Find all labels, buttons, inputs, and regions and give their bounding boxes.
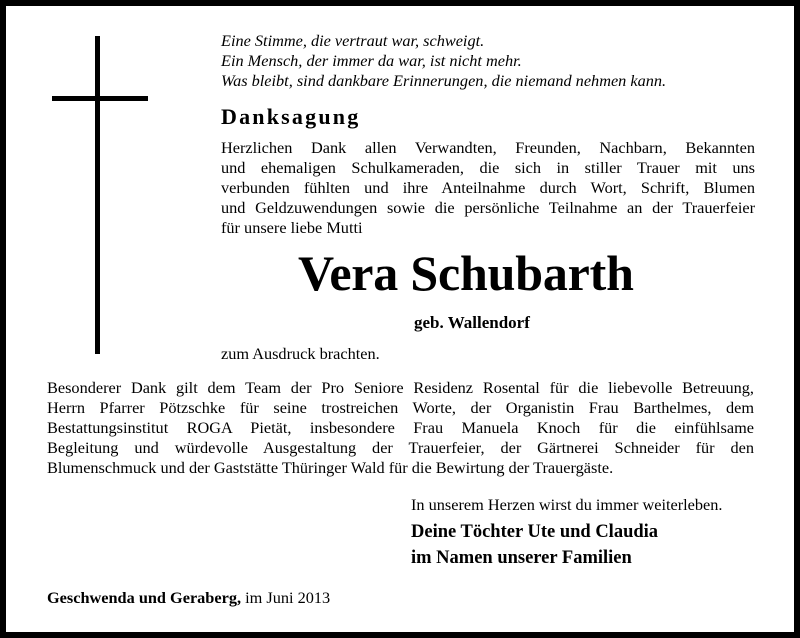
thanks-line: und Geldzuwendungen sowie die persönliche Teilnahme an der Trauerfeier [221,198,755,217]
thanks-line: für unsere liebe Mutti [221,218,363,237]
place-date [47,588,330,608]
heading-danksagung: Danksagung [221,104,361,129]
special-thanks-line: Bestattungsinstitut ROGA Pietät, insbesondere Frau Manuela Knoch für die einfühlsame [47,418,754,437]
signature-line: im Namen unserer Familien [411,548,632,568]
memorial-poem [221,31,761,91]
special-thanks-line: Herrn Pfarrer Pötzschke für seine trostreichen Worte, der Organistin Frau Barthelmes, dem [47,398,754,417]
special-thanks-line: Blumenschmuck und der Gaststätte Thüringer Wald für die Bewirtung der Trauergäste. [47,458,614,477]
special-thanks-paragraph [47,378,754,478]
poem-line: Eine Stimme, die vertraut war, schweigt. [221,31,485,50]
cross-icon-horizontal [52,96,148,101]
cross-icon-vertical [95,36,100,354]
deceased-name: Vera Schubarth [298,245,634,301]
place: Geschwenda und Geraberg, [47,588,242,607]
date: im Juni 2013 [241,588,331,607]
signature [411,519,658,571]
thanks-line: verbunden fühlten und ihre Anteilnahme durch Wort, Schrift, Blumen [221,178,755,197]
special-thanks-line: Begleitung und würdevolle Ausgestaltung der Trauerfeier, der Gärtnerei Schneider für den [47,438,754,457]
poem-line: Was bleibt, sind dankbare Erinnerungen, die niemand nehmen kann. [221,71,667,90]
signature-line: Deine Töchter Ute und Claudia [411,522,659,542]
expression-line: zum Ausdruck brachten. [221,344,380,363]
thanks-line: Herzlichen Dank allen Verwandten, Freunden, Nachbarn, Bekannten [221,138,755,157]
special-thanks-line: Besonderer Dank gilt dem Team der Pro Seniore Residenz Rosental für die liebevolle Betreuung, [47,378,754,397]
motto: In unserem Herzen wirst du immer weiterleben. [411,495,723,514]
birth-name: geb. Wallendorf [414,313,530,332]
thanks-paragraph [221,138,755,238]
poem-line: Ein Mensch, der immer da war, ist nicht mehr. [221,51,522,70]
thanks-line: und ehemaligen Schulkameraden, die sich in stiller Trauer mit uns [221,158,755,177]
